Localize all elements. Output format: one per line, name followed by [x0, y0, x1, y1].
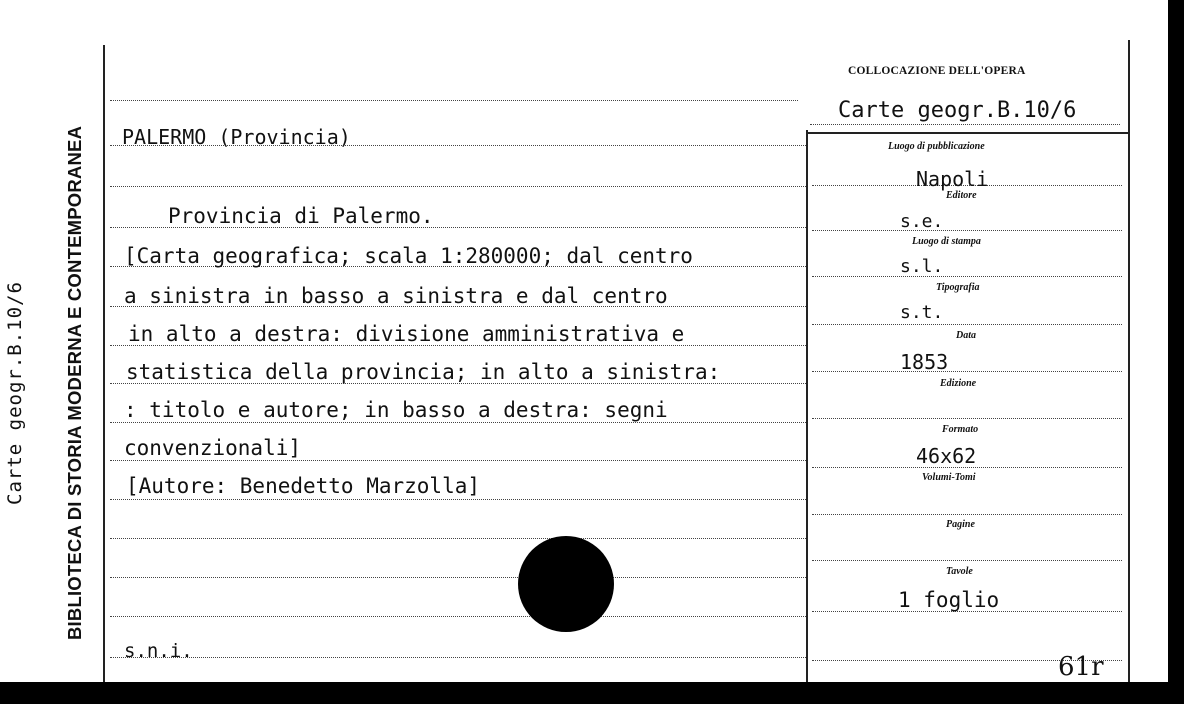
description-line-6: convenzionali] — [124, 436, 302, 460]
ruled-line — [110, 577, 806, 578]
record-title: Provincia di Palermo. — [168, 204, 434, 228]
collocation-value: Carte geogr.B.10/6 — [838, 98, 1077, 123]
label-pagine: Pagine — [946, 519, 975, 530]
ruled-line — [110, 460, 806, 461]
value-luogo-stampa: s.l. — [900, 256, 944, 277]
value-luogo-pubblicazione: Napoli — [916, 167, 989, 191]
label-data: Data — [956, 330, 976, 341]
field-line — [812, 418, 1122, 419]
field-line — [812, 514, 1122, 515]
field-column-rule — [806, 130, 808, 682]
field-line — [812, 371, 1122, 372]
description-line-5: : titolo e autore; in basso a destra: segni — [124, 398, 668, 422]
value-formato: 46x62 — [916, 444, 977, 468]
value-tipografia: s.t. — [900, 302, 944, 323]
collocation-line — [810, 124, 1120, 125]
description-line-3: in alto a destra: divisione amministrativa e — [128, 322, 685, 346]
collocation-header: COLLOCAZIONE DELL'OPERA — [848, 65, 1026, 77]
left-margin-rule — [103, 45, 105, 682]
record-heading: PALERMO (Provincia) — [122, 125, 351, 149]
description-line-4: statistica della provincia; in alto a sinistra: — [126, 360, 721, 384]
ruled-line — [110, 538, 806, 539]
label-tipografia: Tipografia — [936, 282, 980, 293]
right-edge-rule — [1128, 40, 1130, 682]
handwritten-number: 61r — [1058, 652, 1104, 682]
label-edizione: Edizione — [940, 378, 977, 389]
ruled-line — [110, 616, 806, 617]
field-box-top-rule — [806, 132, 1128, 134]
label-editore: Editore — [946, 190, 977, 201]
label-formato: Formato — [942, 424, 979, 435]
ruled-line — [110, 499, 806, 500]
label-luogo-pubblicazione: Luogo di pubblicazione — [888, 141, 985, 152]
ruled-line — [110, 186, 806, 187]
field-line — [812, 230, 1122, 231]
label-volumi-tomi: Volumi-Tomi — [922, 472, 976, 483]
description-line-2: a sinistra in basso a sinistra e dal centro — [124, 284, 668, 308]
value-data: 1853 — [900, 350, 949, 374]
record-author: [Autore: Benedetto Marzolla] — [126, 474, 481, 498]
side-shelfmark: Carte geogr.B.10/6 — [4, 281, 26, 505]
value-tavole: 1 foglio — [898, 588, 1000, 612]
field-line — [812, 560, 1122, 561]
label-luogo-stampa: Luogo di stampa — [912, 236, 981, 247]
label-tavole: Tavole — [946, 566, 973, 577]
ruled-line — [110, 100, 798, 101]
punch-hole — [518, 536, 614, 632]
field-line — [812, 324, 1122, 325]
ruled-line — [110, 422, 806, 423]
library-name: BIBLIOTECA DI STORIA MODERNA E CONTEMPORANEA — [64, 125, 85, 640]
field-line — [812, 276, 1122, 277]
description-line-1: [Carta geografica; scala 1:280000; dal centro — [124, 244, 693, 268]
record-note: s.n.i. — [124, 640, 193, 662]
value-editore: s.e. — [900, 211, 944, 232]
ruled-line — [110, 657, 806, 658]
